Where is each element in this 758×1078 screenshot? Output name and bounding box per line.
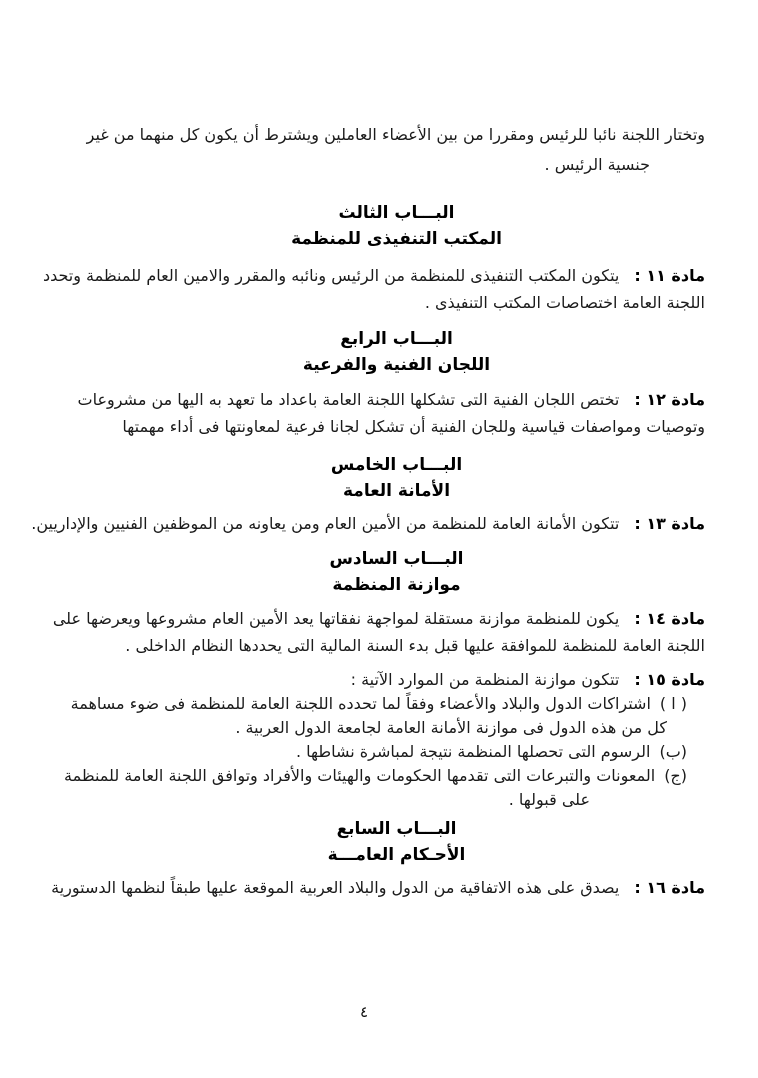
article-13-line-1 xyxy=(31,510,705,537)
article-14-label: مادة ١٤ : xyxy=(634,609,705,628)
article-13-text-1: تتكون الأمانة العامة للمنظمة من الأمين العام ومن يعاونه من الموظفين الفنيين والإداريين. xyxy=(31,514,620,533)
article-15-item-c-line-2: على قبولها . xyxy=(508,790,590,809)
chapter-5-title: البـــاب الخامس xyxy=(330,455,463,475)
article-11 xyxy=(42,262,705,316)
article-15-item-a-line-1 xyxy=(70,692,705,716)
intro-line-1: وتختار اللجنة نائبا للرئيس ومقررا من بين الأعضاء العاملين ويشترط أن يكون كل منهما من غير xyxy=(86,125,705,144)
chapter-5-heading xyxy=(88,452,705,504)
article-15 xyxy=(64,668,705,812)
article-11-line-1 xyxy=(42,262,705,289)
article-12-label: مادة ١٢ : xyxy=(634,390,705,409)
article-15-intro-text: تتكون موازنة المنظمة من الموارد الآتية : xyxy=(350,670,620,689)
chapter-4-heading xyxy=(88,326,705,378)
article-14 xyxy=(52,605,705,659)
chapter-7-subtitle: الأحـكام العامـــة xyxy=(327,845,466,865)
page-number: ٤ xyxy=(359,1003,369,1021)
article-16-text-1: يصدق على هذه الاتفاقية من الدول والبلاد العربية الموقعة عليها طبقاً لنظمها الدستورية xyxy=(51,878,620,897)
article-11-label: مادة ١١ : xyxy=(634,266,705,285)
article-15-item-c-line-1 xyxy=(64,764,705,788)
intro-line-2: جنسية الرئيس . xyxy=(544,155,650,174)
chapter-3-heading xyxy=(88,200,705,252)
chapter-6-subtitle: موازنة المنظمة xyxy=(332,575,461,595)
article-11-line-2: اللجنة العامة اختصاصات المكتب التنفيذى . xyxy=(424,293,705,312)
article-12-line-1 xyxy=(77,386,705,413)
article-15-item-b-line-1 xyxy=(88,740,705,764)
article-15-item-c-text-1: المعونات والتبرعات التى تقدمها الحكومات والهيئات والأفراد وتوافق اللجنة العامة للمنظمة xyxy=(64,766,656,785)
article-15-item-a-text-1: اشتراكات الدول والبلاد والأعضاء وفقاً لما تحدده اللجنة العامة للمنظمة فى ضوء مساهمة xyxy=(70,694,651,713)
article-12-text-1: تختص اللجان الفنية التى تشكلها اللجنة العامة باعداد ما تعهد به اليها من مشروعات xyxy=(77,390,620,409)
chapter-3-subtitle: المكتب التنفيذى للمنظمة xyxy=(291,229,502,249)
article-14-line-2: اللجنة العامة للمنظمة للموافقة عليها قبل بدء السنة المالية التى يحددها النظام الداخلى . xyxy=(125,636,705,655)
article-12-line-2: وتوصيات ومواصفات قياسية وللجان الفنية أن تشكل لجانا فرعية لمعاونتها فى أداء مهمتها xyxy=(122,417,705,436)
article-16 xyxy=(51,874,705,901)
article-12 xyxy=(77,386,705,440)
article-15-item-a-line-2: كل من هذه الدول فى موازنة الأمانة العامة لجامعة الدول العربية . xyxy=(235,718,667,737)
article-15-item-c-marker: (ج) xyxy=(664,766,687,785)
article-16-label: مادة ١٦ : xyxy=(634,878,705,897)
chapter-6-title: البـــاب السادس xyxy=(329,549,464,569)
chapter-6-heading xyxy=(88,546,705,598)
article-14-line-1 xyxy=(52,605,705,632)
article-14-text-1: يكون للمنظمة موازنة مستقلة لمواجهة نفقاتها يعد الأمين العام مشروعها ويعرضها على xyxy=(52,609,620,628)
article-15-item-b-marker: (ب) xyxy=(659,742,687,761)
article-16-line-1 xyxy=(51,874,705,901)
page-content xyxy=(31,0,705,901)
article-15-item-b-text-1: الرسوم التى تحصلها المنظمة نتيجة لمباشرة نشاطها . xyxy=(295,742,651,761)
chapter-4-title: البـــاب الرابع xyxy=(340,329,453,349)
chapter-7-heading xyxy=(88,816,705,868)
article-15-label: مادة ١٥ : xyxy=(634,670,705,689)
chapter-3-title: البـــاب الثالث xyxy=(338,203,455,223)
article-13 xyxy=(31,510,705,537)
chapter-4-subtitle: اللجان الفنية والفرعية xyxy=(302,355,491,375)
article-13-label: مادة ١٣ : xyxy=(634,514,705,533)
chapter-5-subtitle: الأمانة العامة xyxy=(342,481,451,501)
article-15-item-a-marker: ( ا ) xyxy=(659,694,687,713)
intro-paragraph xyxy=(88,120,705,180)
chapter-7-title: البـــاب السابع xyxy=(336,819,457,839)
article-15-line-1 xyxy=(88,668,705,692)
article-11-text-1: يتكون المكتب التنفيذى للمنظمة من الرئيس ونائبه والمقرر والامين العام للمنظمة وتحدد xyxy=(42,266,620,285)
